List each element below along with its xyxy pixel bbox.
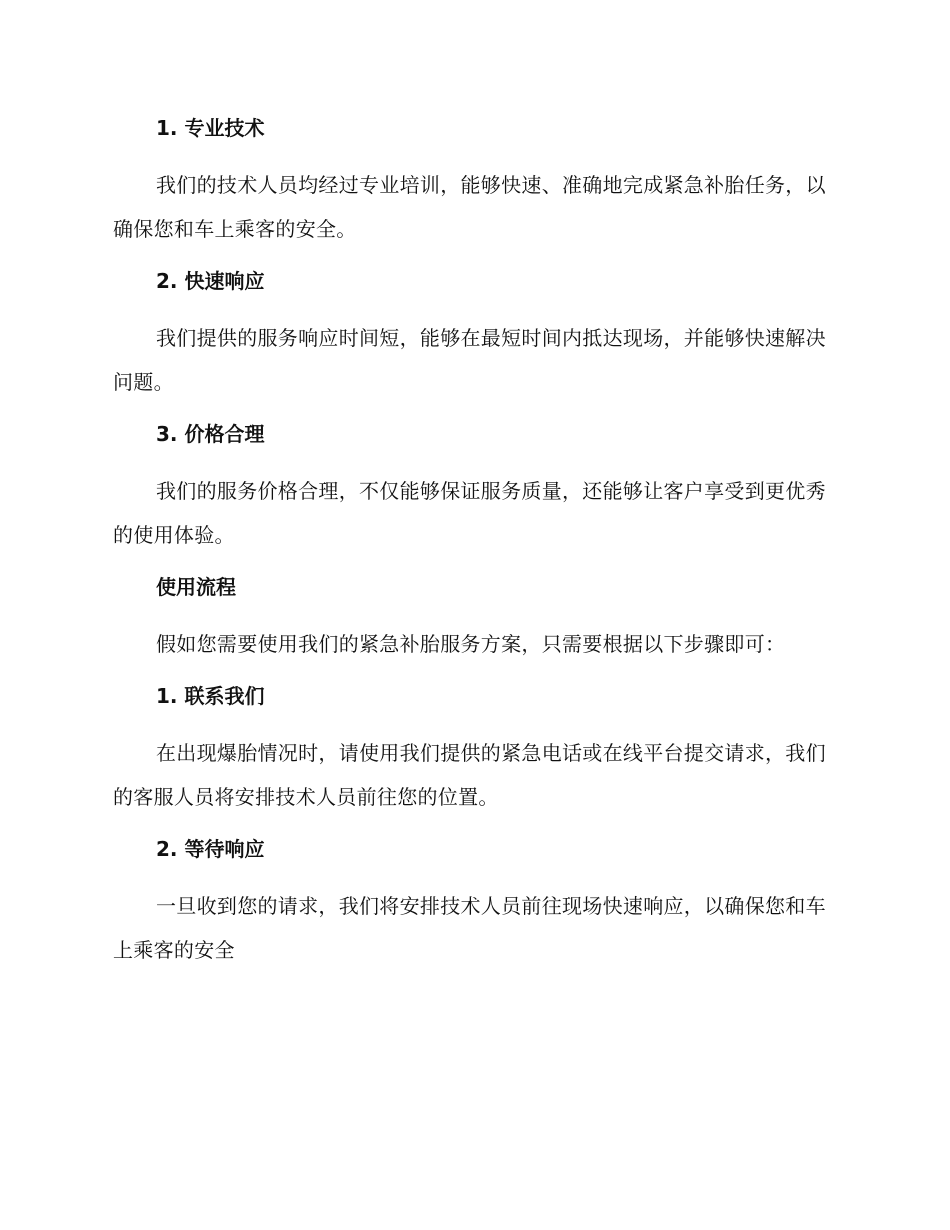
- section-paragraph: 我们的服务价格合理，不仅能够保证服务质量，还能够让客户享受到更优秀的使用体验。: [113, 479, 826, 547]
- section-heading: 3. 价格合理: [156, 422, 265, 446]
- section-heading: 2. 快速响应: [156, 269, 265, 293]
- section-heading: 使用流程: [156, 575, 236, 599]
- section-paragraph: 我们的技术人员均经过专业培训，能够快速、准确地完成紧急补胎任务，以确保您和车上乘客的安全。: [113, 173, 826, 241]
- section-paragraph: 在出现爆胎情况时，请使用我们提供的紧急电话或在线平台提交请求，我们的客服人员将安排技术人员前往您的位置。: [113, 741, 826, 809]
- document-page: [113, 112, 833, 986]
- section-paragraph: 一旦收到您的请求，我们将安排技术人员前往现场快速响应，以确保您和车上乘客的安全: [113, 894, 826, 962]
- section-paragraph: 我们提供的服务响应时间短，能够在最短时间内抵达现场，并能够快速解决问题。: [113, 326, 826, 394]
- section-heading: 1. 联系我们: [156, 684, 265, 708]
- section-heading: 2. 等待响应: [156, 837, 265, 861]
- section-paragraph: 假如您需要使用我们的紧急补胎服务方案，只需要根据以下步骤即可：: [156, 632, 786, 656]
- section-heading: 1. 专业技术: [156, 116, 265, 140]
